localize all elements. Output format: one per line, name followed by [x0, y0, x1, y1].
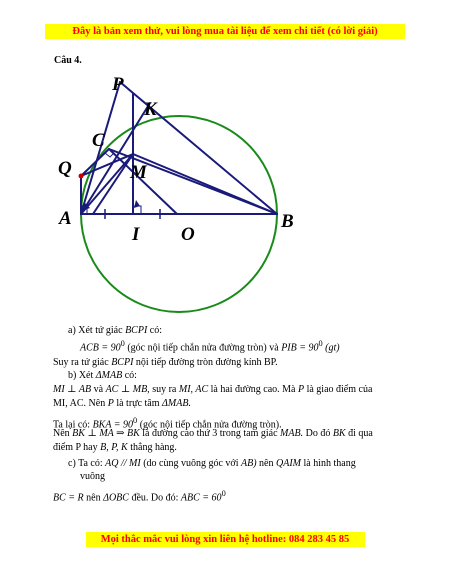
label-b: B	[281, 211, 294, 232]
solution-b-line5: Nên BK ⊥ MA ⇒ BK là đường cao thứ 3 trong tam giác MAB. Do đó BK đi qua	[53, 428, 373, 439]
solution-b-line2: MI ⊥ AB và AC ⊥ MB, suy ra MI, AC là hai đường cao. Mà P là giao điểm của	[53, 384, 373, 395]
angle-acb: ACB = 90	[80, 342, 121, 354]
angle-bka: BKA = 90	[92, 419, 134, 431]
preview-notice-banner: Đây là bản xem thử, vui lòng mua tài liệu để xem chi tiết (có lời giải)	[0, 24, 450, 39]
arrow-marker-i	[134, 200, 140, 208]
hotline-notice-banner: Mọi thắc mắc vui lòng xin liên hệ hotline: 084 283 45 85	[0, 532, 450, 547]
solution-b-line6: điểm P hay B, P, K thẳng hàng.	[53, 442, 177, 453]
right-angle-i	[133, 206, 141, 214]
solution-a-line3: Suy ra tứ giác BCPI nội tiếp đường tròn đường kính BP.	[53, 357, 278, 368]
segment-bm	[133, 154, 277, 214]
angle-abc: ABC = 60	[180, 492, 222, 504]
solution-b-line4: Ta lại có: BKA = $90^0$ (góc nội tiếp chắn nửa đường tròn).	[53, 416, 282, 431]
angle-pib: PIB = 90	[281, 342, 319, 354]
geometry-figure	[50, 70, 310, 318]
label-m: M	[130, 162, 147, 183]
label-k: K	[144, 99, 157, 120]
segment-am	[81, 154, 133, 214]
solution-a-line2: ACB = $90^0$ (góc nội tiếp chắn nửa đường tròn) và PIB = $90^0$ (gt)	[80, 339, 340, 354]
label-i: I	[132, 224, 140, 245]
label-c: C	[92, 130, 105, 151]
solution-c-line2: vuông	[80, 471, 105, 482]
solution-b-line1: b) Xét ΔMAB có:	[68, 370, 137, 381]
segment-ak	[81, 103, 150, 214]
label-q: Q	[58, 158, 72, 179]
label-a: A	[59, 208, 72, 229]
solution-b-line3: MI, AC. Nên P là trực tâm ΔMAB.	[53, 398, 191, 409]
solution-a-line1: a) Xét tứ giác BCPI có:	[68, 325, 162, 336]
point-q	[79, 174, 84, 179]
solution-c-line1: c) Ta có: AQ // MI (do cùng vuông góc với AB) nên QAIM là hình thang	[68, 458, 356, 469]
solution-c-line3: BC = R nên ΔOBC đều. Do đó: ABC = $60^0$	[53, 489, 226, 504]
label-p: P	[112, 74, 124, 95]
segment-qc	[81, 149, 109, 176]
question-label: Câu 4.	[54, 55, 82, 66]
label-o: O	[181, 224, 195, 245]
